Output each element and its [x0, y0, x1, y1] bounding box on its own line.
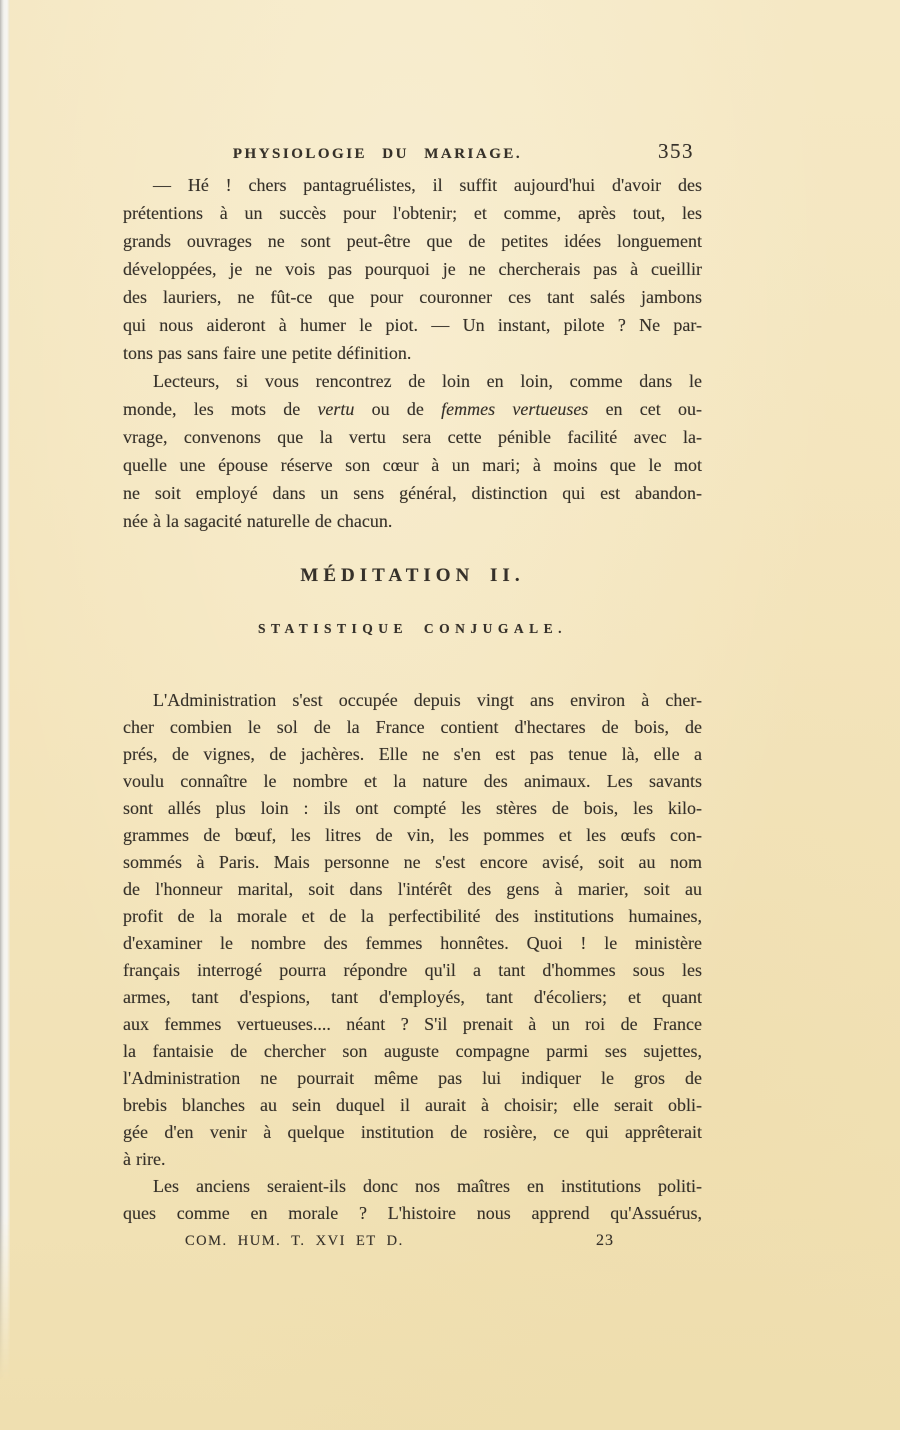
- text-segment: ou de: [354, 399, 442, 419]
- text-body: [123, 171, 702, 1227]
- page-number: 353: [658, 139, 694, 163]
- text-line: français interrogé pourra répondre qu'il a tant d'hommes sous les: [123, 960, 702, 980]
- page-header: [123, 139, 702, 165]
- text-line: gée d'en venir à quelque institution de rosière, ce qui apprêterait: [123, 1122, 702, 1142]
- text-line: Les anciens seraient-ils donc nos maîtres en institutions politi-: [153, 1176, 702, 1196]
- text-line: prés, de vignes, de jachères. Elle ne s'en est pas tenue là, elle a: [123, 744, 702, 764]
- text-line: Lecteurs, si vous rencontrez de loin en loin, comme dans le: [153, 371, 702, 391]
- italic-text: femmes vertueuses: [441, 399, 589, 419]
- text-line: brebis blanches au sein duquel il aurait à choisir; elle serait obli-: [123, 1095, 702, 1115]
- text-line: l'Administration ne pourrait même pas lui indiquer le gros de: [123, 1068, 702, 1088]
- text-line: qui nous aideront à humer le piot. — Un instant, pilote ? Ne par-: [123, 315, 702, 335]
- text-line: la fantaisie de chercher son auguste compagne parmi ses sujettes,: [123, 1041, 702, 1061]
- paragraph: [123, 1173, 702, 1227]
- chapter-subheading: STATISTIQUE CONJUGALE.: [257, 621, 568, 636]
- text-line: ne soit employé dans un sens général, distinction qui est abandon-: [123, 483, 702, 503]
- paragraph: [123, 171, 702, 367]
- text-line: ques comme en morale ? L'histoire nous apprend qu'Assuérus,: [123, 1203, 702, 1223]
- italic-text: vertu: [317, 399, 355, 419]
- text-line: grands ouvrages ne sont peut-être que de petites idées longuement: [123, 231, 702, 251]
- paragraph: [123, 687, 702, 1173]
- text-line: des lauriers, ne fût-ce que pour couronner ces tant salés jambons: [123, 287, 702, 307]
- text-line: sommés à Paris. Mais personne ne s'est encore avisé, soit au nom: [123, 852, 702, 872]
- meditation-heading: MÉDITATION II.: [300, 565, 525, 586]
- text-line: profit de la morale et de la perfectibilité des institutions humaines,: [123, 906, 702, 926]
- text-segment: monde, les mots de: [123, 399, 318, 419]
- text-line: armes, tant d'espions, tant d'employés, tant d'écoliers; et quant: [123, 987, 702, 1007]
- text-line: aux femmes vertueuses.... néant ? S'il prenait à un roi de France: [123, 1014, 702, 1034]
- sheet-number: 23: [596, 1232, 614, 1249]
- text-line: quelle une épouse réserve son cœur à un mari; à moins que le mot: [123, 455, 702, 475]
- scan-edge-strip: [0, 0, 10, 1380]
- text-line: prétentions à un succès pour l'obtenir; et comme, après tout, les: [123, 203, 702, 223]
- text-line: développées, je ne vois pas pourquoi je ne chercherais pas à cueillir: [123, 259, 702, 279]
- text-line: née à la sagacité naturelle de chacun.: [123, 511, 393, 531]
- page-footer: [123, 1230, 702, 1252]
- page-content: [123, 139, 702, 1252]
- text-line: L'Administration s'est occupée depuis vingt ans environ à cher-: [153, 690, 702, 710]
- text-line: — Hé ! chers pantagruélistes, il suffit aujourd'hui d'avoir des: [153, 175, 702, 195]
- text-line: [123, 395, 702, 423]
- text-line: de l'honneur marital, soit dans l'intérêt des gens à marier, soit au: [123, 879, 702, 899]
- running-title: PHYSIOLOGIE DU MARIAGE.: [232, 146, 523, 162]
- text-line: d'examiner le nombre des femmes honnêtes. Quoi ! le ministère: [123, 933, 702, 953]
- text-line: tons pas sans faire une petite définition.: [123, 343, 412, 363]
- text-line: cher combien le sol de la France contient d'hectares de bois, de: [123, 717, 702, 737]
- footer-signature: COM. HUM. T. XVI ET D.: [185, 1233, 404, 1249]
- text-line: grammes de bœuf, les litres de vin, les pommes et les œufs con-: [123, 825, 702, 845]
- text-line: voulu connaître le nombre et la nature des animaux. Les savants: [123, 771, 702, 791]
- text-line: à rire.: [123, 1149, 166, 1169]
- text-segment: en cet ou-: [588, 399, 702, 419]
- text-line: vrage, convenons que la vertu sera cette pénible facilité avec la-: [123, 427, 702, 447]
- text-line: sont allés plus loin : ils ont compté les stères de bois, les kilo-: [123, 798, 702, 818]
- paragraph: [123, 367, 702, 535]
